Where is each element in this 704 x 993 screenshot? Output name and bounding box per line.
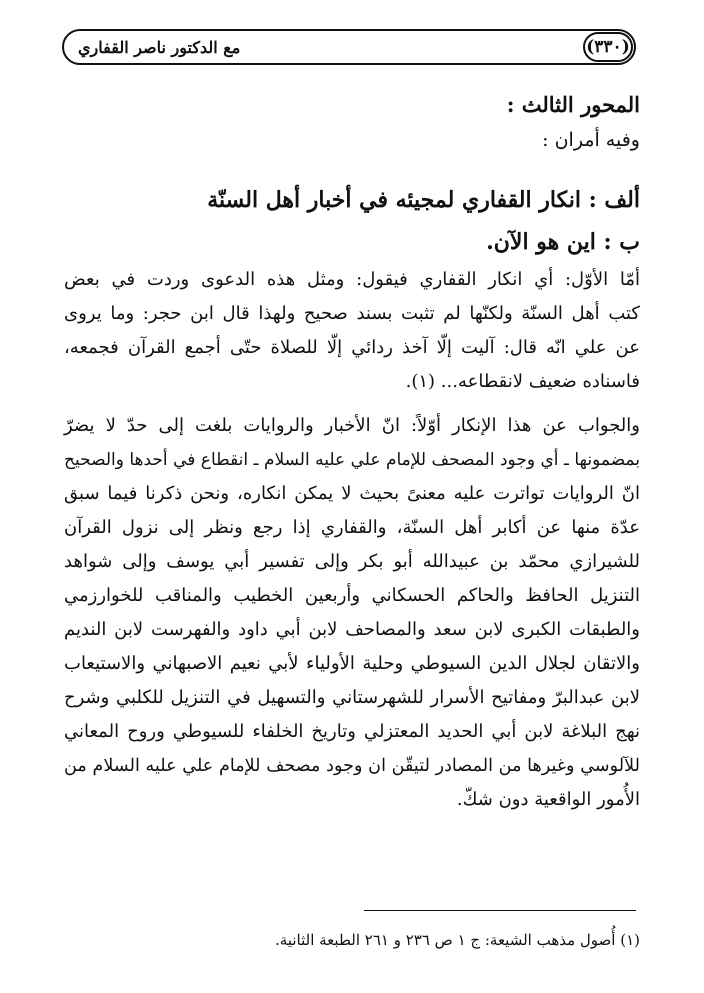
section-subheading: وفيه أمران : [542, 129, 640, 151]
paragraph2-line: والطبقات الكبرى لابن سعد والمصاحف لابن أبي داود والفهرست لابن النديم [64, 619, 640, 640]
paragraph2-line: والجواب عن هذا الإنكار أوّلاً: انّ الأخبار والروايات بلغت إلى حدّ لا يضرّ [64, 415, 640, 436]
paragraph2-line: عدّة منها عن أكابر أهل السنّة، والقفاري إذا رجع ونظر إلى نزول القرآن [64, 517, 640, 538]
paragraph2-line: لابن عبدالبرّ ومفاتيح الأسرار للشهرستاني والتسهيل في التنزيل للكلبي وشرح [64, 687, 640, 708]
section-heading: المحور الثالث : [506, 92, 640, 117]
paragraph2-line: الأُمور الواقعية دون شكّ. [456, 789, 640, 810]
paragraph1-line: أمّا الأوّل: أي انكار القفاري فيقول: ومثل هذه الدعوى وردت في بعض [64, 269, 640, 290]
paragraph2-line: للآلوسي وغيرها من المصادر لتيقّن ان وجود مصحف للإمام علي عليه السلام من [64, 756, 640, 776]
title-a: ألف : انكار القفاري لمجيئه في أخبار أهل السنّة [207, 187, 640, 213]
page-header [62, 29, 636, 65]
paragraph1-line: فاسناده ضعيف لانقطاعه... (١). [405, 371, 640, 392]
paragraph2-line: والاتقان لجلال الدين السيوطي وحلية الأولياء لأبي نعيم الاصبهاني والاستيعاب [64, 653, 640, 674]
footnote: (١) أُصول مذهب الشيعة: ج ١ ص ٢٣٦ و ٢٦١ الطبعة الثانية. [275, 931, 640, 949]
paragraph2-line: للشيرازي محمّد بن عبيدالله أبو بكر وإلى تفسير أبي يوسف وإلى شواهد [64, 551, 640, 572]
title-b: ب : اين هو الآن. [486, 229, 640, 255]
running-title: مع الدكتور ناصر القفاري [78, 38, 241, 57]
paragraph1-line: كتب أهل السنّة ولكنّها لم تثبت بسند صحيح ولهذا قال ابن حجر: وما يروى [64, 303, 640, 324]
paragraph2-line: التنزيل الحافظ والحاكم الحسكاني وأربعين الخطيب والمناقب للخوارزمي [64, 585, 640, 606]
footnote-divider [364, 910, 636, 911]
paragraph1-line: عن علي انّه قال: آليت إلّا آخذ ردائي إلّا للصلاة حتّى أجمع القرآن فجمعه، [64, 337, 640, 358]
page-number: (٣٣٠) [583, 32, 633, 62]
paragraph2-line: نهج البلاغة لابن أبي الحديد المعتزلي وتاريخ الخلفاء للسيوطي وروح المعاني [64, 721, 640, 742]
paragraph2-line: انّ الروايات تواترت عليه معنىً بحيث لا يمكن انكاره، ونحن ذكرنا فيما سبق [64, 483, 640, 504]
paragraph2-line: بمضمونها ـ أي وجود المصحف للإمام علي عليه السلام ـ انقطاع في أحدها والصحيح [64, 450, 640, 470]
